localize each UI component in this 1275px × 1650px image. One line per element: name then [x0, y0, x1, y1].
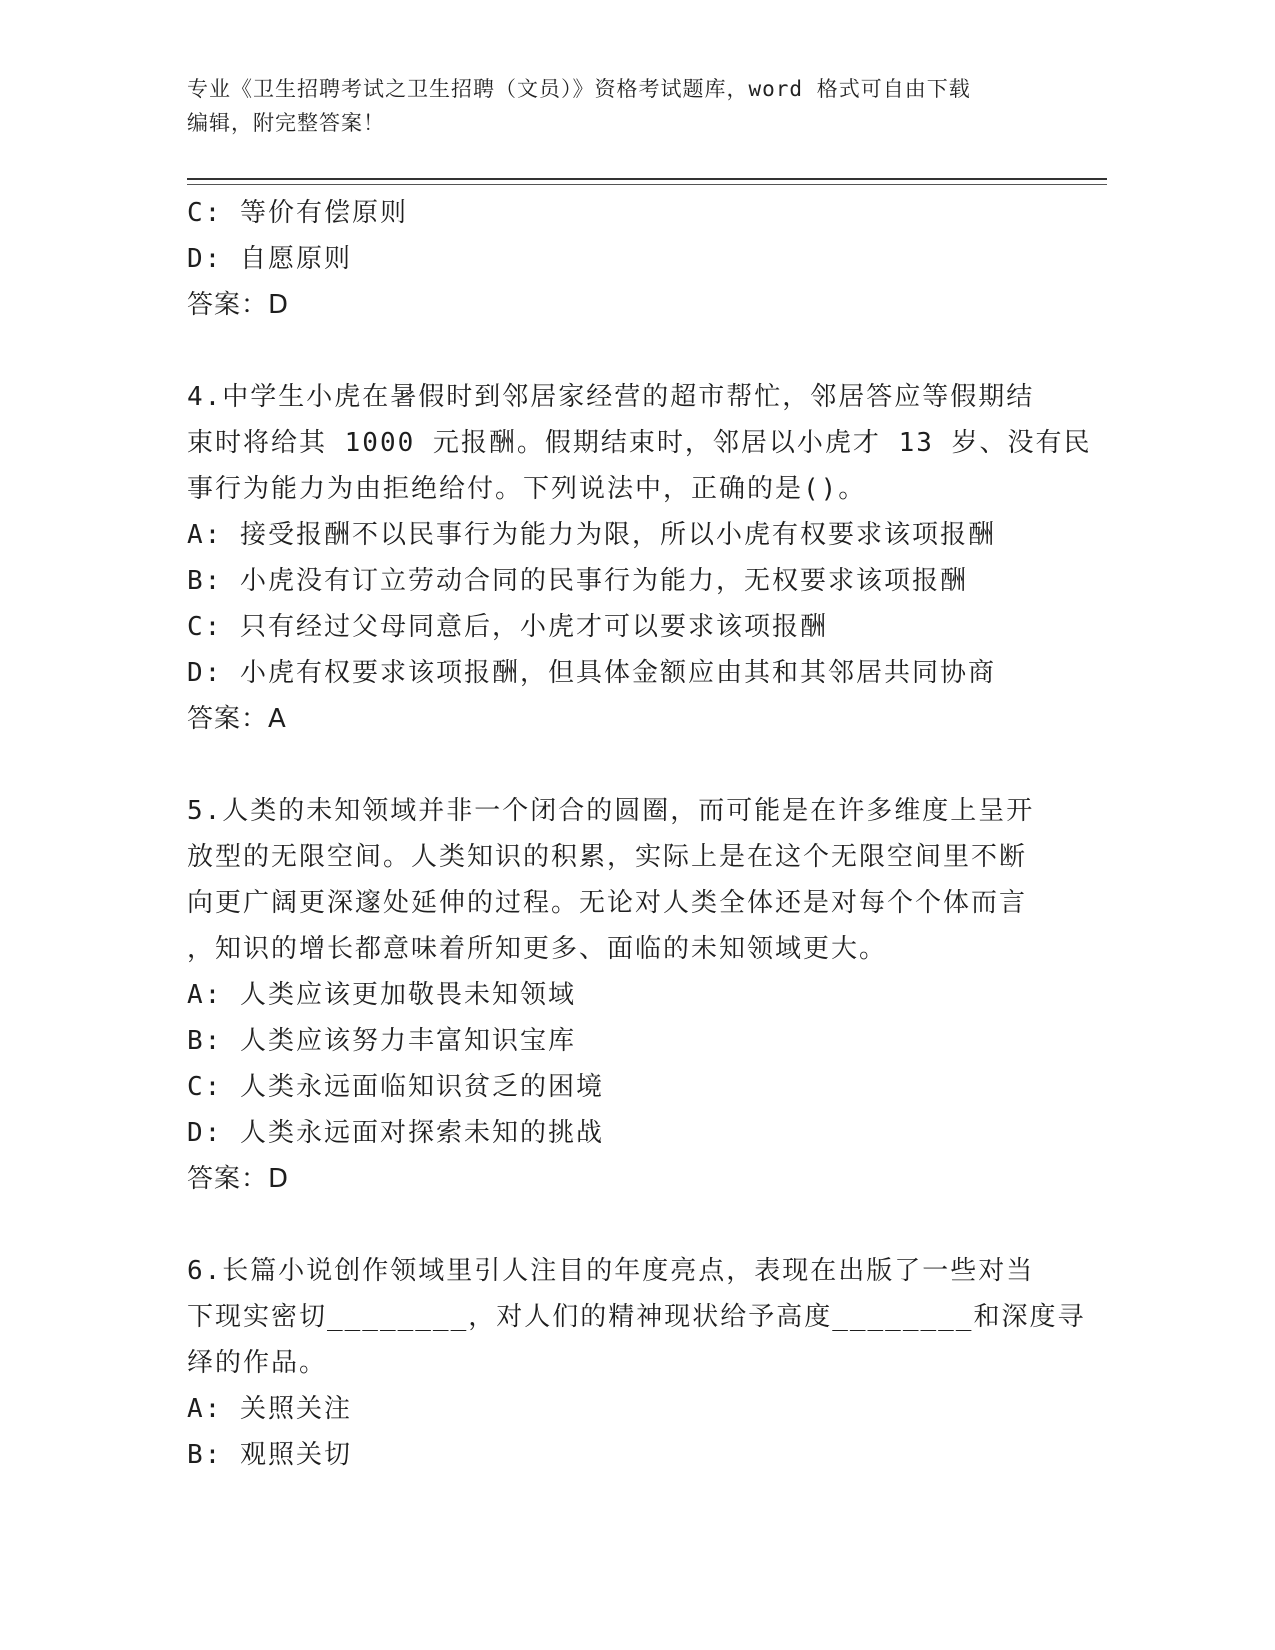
q6-stem-line-3: 绎的作品。 — [187, 1348, 328, 1378]
q6-option-b: B: 观照关切 — [187, 1440, 352, 1470]
header-divider-thin — [187, 184, 1107, 185]
q4-option-c: C: 只有经过父母同意后，小虎才可以要求该项报酬 — [187, 612, 828, 642]
q4-option-a: A: 接受报酬不以民事行为能力为限，所以小虎有权要求该项报酬 — [187, 520, 996, 550]
question-content — [187, 190, 1092, 1478]
q4-answer: 答案：A — [187, 704, 287, 734]
q5-stem-line-2: 放型的无限空间。人类知识的积累，实际上是在这个无限空间里不断 — [187, 842, 1028, 872]
header-line-1: 专业《卫生招聘考试之卫生招聘（文员）》资格考试题库，word 格式可自由下载 — [187, 77, 971, 101]
q4-stem-line-3: 事行为能力为由拒绝给付。下列说法中，正确的是()。 — [187, 474, 867, 504]
q4-stem-line-2: 束时将给其 1000 元报酬。假期结束时，邻居以小虎才 13 岁、没有民 — [187, 428, 1092, 458]
q6-stem-line-2: 下现实密切________，对人们的精神现状给予高度________和深度寻 — [187, 1302, 1086, 1332]
q4-option-b: B: 小虎没有订立劳动合同的民事行为能力，无权要求该项报酬 — [187, 566, 968, 596]
spacer — [187, 328, 1067, 374]
q5-answer: 答案：D — [187, 1164, 290, 1194]
q5-stem-line-3: 向更广阔更深邃处延伸的过程。无论对人类全体还是对每个个体而言 — [187, 888, 1028, 918]
spacer — [187, 1202, 1067, 1248]
q5-option-a: A: 人类应该更加敬畏未知领域 — [187, 980, 576, 1010]
q6-option-a: A: 关照关注 — [187, 1394, 352, 1424]
q5-stem-line-4: ，知识的增长都意味着所知更多、面临的未知领域更大。 — [187, 934, 888, 964]
q3-answer: 答案：D — [187, 290, 290, 320]
question-5 — [187, 788, 1067, 1202]
q5-stem-line-1: 5.人类的未知领域并非一个闭合的圆圈，而可能是在许多维度上呈开 — [187, 796, 1035, 826]
document-header — [187, 72, 1087, 140]
question-4 — [187, 374, 1092, 742]
q6-stem-line-1: 6.长篇小说创作领域里引人注目的年度亮点，表现在出版了一些对当 — [187, 1256, 1035, 1286]
q4-stem-line-1: 4.中学生小虎在暑假时到邻居家经营的超市帮忙，邻居答应等假期结 — [187, 382, 1035, 412]
question-6 — [187, 1248, 1086, 1478]
spacer — [187, 742, 1067, 788]
q5-option-c: C: 人类永远面临知识贫乏的困境 — [187, 1072, 604, 1102]
q3-option-d: D: 自愿原则 — [187, 244, 352, 274]
q4-option-d: D: 小虎有权要求该项报酬，但具体金额应由其和其邻居共同协商 — [187, 658, 996, 688]
q5-option-b: B: 人类应该努力丰富知识宝库 — [187, 1026, 576, 1056]
header-divider-thick — [187, 178, 1107, 180]
q3-option-c: C: 等价有偿原则 — [187, 198, 408, 228]
header-line-2: 编辑，附完整答案！ — [187, 111, 385, 135]
question-3 — [187, 190, 1067, 328]
q5-option-d: D: 人类永远面对探索未知的挑战 — [187, 1118, 604, 1148]
